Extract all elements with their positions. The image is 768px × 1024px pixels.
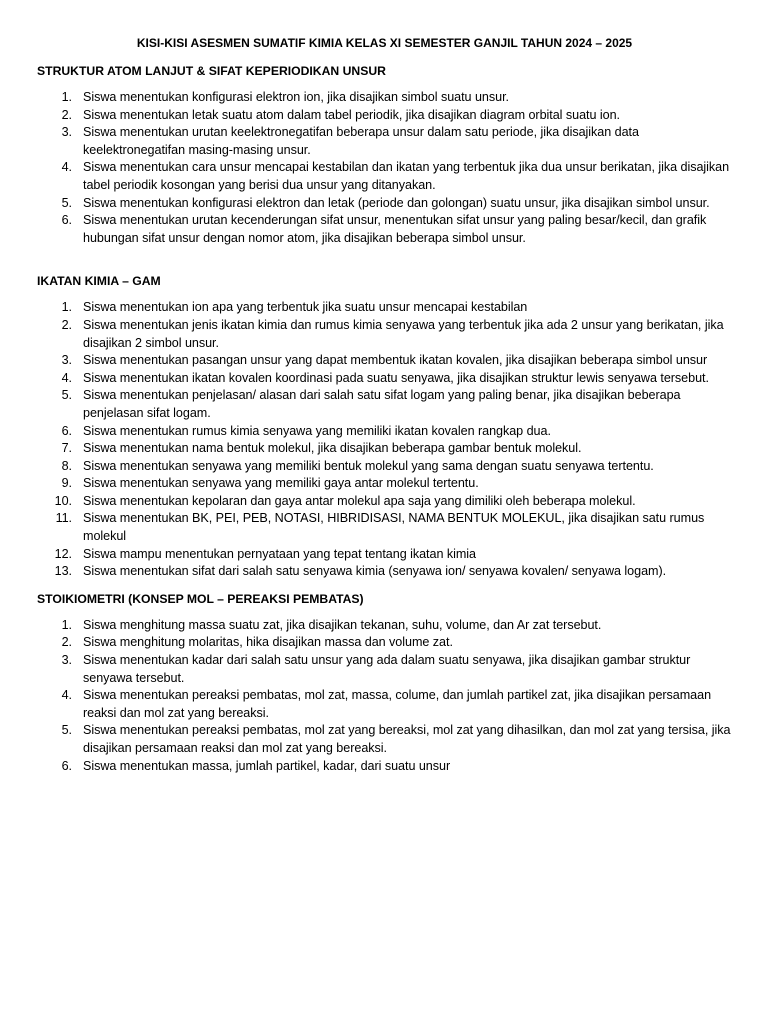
item-number: 4.: [61, 688, 72, 703]
item-number: 10.: [54, 493, 72, 508]
document-title: KISI-KISI ASESMEN SUMATIF KIMIA KELAS XI SEMESTER GANJIL TAHUN 2024 – 2025: [136, 36, 633, 50]
item-text: Siswa menentukan rumus kimia senyawa yang memiliki ikatan kovalen rangkap dua.: [83, 423, 551, 438]
list-item: [37, 370, 732, 388]
list-item: [37, 107, 732, 125]
item-text: Siswa menentukan nama bentuk molekul, jika disajikan beberapa gambar bentuk molekul.: [83, 441, 582, 456]
list-item: [37, 387, 732, 422]
list-item: [37, 617, 732, 635]
item-text: Siswa menentukan massa, jumlah partikel, kadar, dari suatu unsur: [83, 758, 451, 773]
list-item: [37, 475, 732, 493]
section-heading: IKATAN KIMIA – GAM: [37, 274, 161, 289]
list-item: [37, 299, 732, 317]
item-text: Siswa menentukan pereaksi pembatas, mol zat yang bereaksi, mol zat yang dihasilkan, dan mol zat yang tersisa, jika disajikan persamaan reaksi dan mol zat yang bereaksi.: [83, 723, 731, 755]
item-text: Siswa menentukan pereaksi pembatas, mol zat, massa, colume, dan jumlah partikel zat, jika disajikan persamaan reaksi dan mol zat yang bereaksi.: [83, 688, 712, 720]
item-number: 3.: [61, 653, 72, 668]
list-item: [37, 440, 732, 458]
item-number: 6.: [61, 423, 72, 438]
item-text: Siswa menentukan penjelasan/ alasan dari salah satu sifat logam yang paling benar, jika disajikan beberapa penjelasan sifat logam.: [83, 388, 681, 420]
item-text: Siswa mampu menentukan pernyataan yang tepat tentang ikatan kimia: [83, 546, 476, 561]
item-number: 1.: [61, 300, 72, 315]
item-number: 11.: [55, 511, 72, 526]
list-item: [37, 212, 732, 247]
list-item: [37, 195, 732, 213]
item-number: 6.: [61, 758, 72, 773]
list-item: [37, 634, 732, 652]
item-text: Siswa menentukan konfigurasi elektron ion, jika disajikan simbol suatu unsur.: [83, 90, 509, 104]
item-text: Siswa menentukan senyawa yang memiliki gaya antar molekul tertentu.: [83, 476, 479, 491]
item-number: 6.: [61, 213, 72, 228]
item-text: Siswa menentukan ion apa yang terbentuk jika suatu unsur mencapai kestabilan: [83, 300, 528, 315]
item-number: 2.: [61, 317, 72, 332]
section-heading: STRUKTUR ATOM LANJUT & SIFAT KEPERIODIKAN UNSUR: [37, 64, 386, 78]
item-number: 2.: [61, 107, 72, 122]
list-item: [37, 159, 732, 194]
list-item: [37, 124, 732, 159]
list-item: [37, 722, 732, 757]
item-text: Siswa menghitung molaritas, hika disajikan massa dan volume zat.: [83, 635, 453, 650]
item-text: Siswa menentukan jenis ikatan kimia dan rumus kimia senyawa yang terbentuk jika ada 2 unsur yang berikatan, jika disajikan 2 simbol unsur.: [83, 317, 724, 350]
item-text: Siswa menentukan kadar dari salah satu unsur yang ada dalam suatu senyawa, jika disajikan gambar struktur senyawa tersebut.: [83, 653, 691, 685]
list-item: [37, 89, 732, 107]
list-item: [37, 352, 732, 370]
item-text: Siswa menentukan senyawa yang memiliki bentuk molekul yang sama dengan suatu senyawa tertentu.: [83, 458, 654, 473]
item-text: Siswa menentukan kepolaran dan gaya antar molekul apa saja yang dimiliki oleh beberapa molekul.: [83, 493, 636, 508]
item-text: Siswa menentukan urutan kecenderungan sifat unsur, menentukan sifat unsur yang paling besar/kecil, dan grafik hubungan sifat unsur dengan nomor atom, jika disajikan beberapa simbol unsur.: [83, 213, 707, 245]
item-number: 3.: [61, 125, 72, 140]
item-number: 2.: [61, 635, 72, 650]
item-number: 8.: [61, 458, 72, 473]
item-number: 1.: [61, 90, 72, 104]
item-text: Siswa menentukan pasangan unsur yang dapat membentuk ikatan kovalen, jika disajikan beberapa simbol unsur: [83, 353, 708, 368]
item-number: 12.: [54, 546, 72, 561]
list-item: [37, 758, 732, 776]
criteria-list: [37, 617, 732, 775]
section-stoikiometri: [37, 592, 732, 775]
section-struktur-atom: [37, 64, 732, 247]
item-text: Siswa menentukan sifat dari salah satu senyawa kimia (senyawa ion/ senyawa kovalen/ senyawa logam).: [83, 564, 667, 579]
item-text: Siswa menghitung massa suatu zat, jika disajikan tekanan, suhu, volume, dan Ar zat tersebut.: [83, 617, 602, 632]
item-text: Siswa menentukan cara unsur mencapai kestabilan dan ikatan yang terbentuk jika dua unsur berikatan, jika disajikan tabel periodik kosongan yang berisi dua unsur yang ditanyakan.: [83, 160, 730, 192]
list-item: [37, 510, 732, 545]
list-item: [37, 652, 732, 687]
item-number: 9.: [61, 476, 72, 491]
item-number: 4.: [61, 160, 72, 175]
criteria-list: [37, 89, 732, 247]
item-text: Siswa menentukan ikatan kovalen koordinasi pada suatu senyawa, jika disajikan struktur lewis senyawa tersebut.: [83, 370, 709, 385]
item-number: 13.: [54, 564, 72, 579]
item-text: Siswa menentukan letak suatu atom dalam tabel periodik, jika disajikan diagram orbital suatu ion.: [83, 107, 620, 122]
item-text: Siswa menentukan konfigurasi elektron dan letak (periode dan golongan) suatu unsur, jika disajikan simbol unsur.: [83, 195, 710, 210]
list-item: [37, 423, 732, 441]
list-item: [37, 493, 732, 511]
item-number: 1.: [61, 617, 72, 632]
item-number: 7.: [61, 441, 72, 456]
section-ikatan-kimia: [37, 274, 732, 581]
item-number: 4.: [61, 370, 72, 385]
item-number: 5.: [61, 388, 72, 403]
list-item: [37, 317, 732, 352]
item-number: 3.: [61, 353, 72, 368]
list-item: [37, 563, 732, 581]
list-item: [37, 687, 732, 722]
item-text: Siswa menentukan BK, PEI, PEB, NOTASI, HIBRIDISASI, NAMA BENTUK MOLEKUL, jika disajikan satu rumus molekul: [83, 511, 705, 544]
item-text: Siswa menentukan urutan keelektronegatifan beberapa unsur dalam satu periode, jika disajikan data keelektronegatifan masing-masing unsur.: [83, 125, 639, 157]
section-heading: STOIKIOMETRI (KONSEP MOL – PEREAKSI PEMBATAS): [37, 591, 364, 606]
criteria-list: [37, 299, 732, 581]
item-number: 5.: [61, 195, 72, 210]
list-item: [37, 458, 732, 476]
item-number: 5.: [61, 723, 72, 738]
list-item: [37, 546, 732, 564]
